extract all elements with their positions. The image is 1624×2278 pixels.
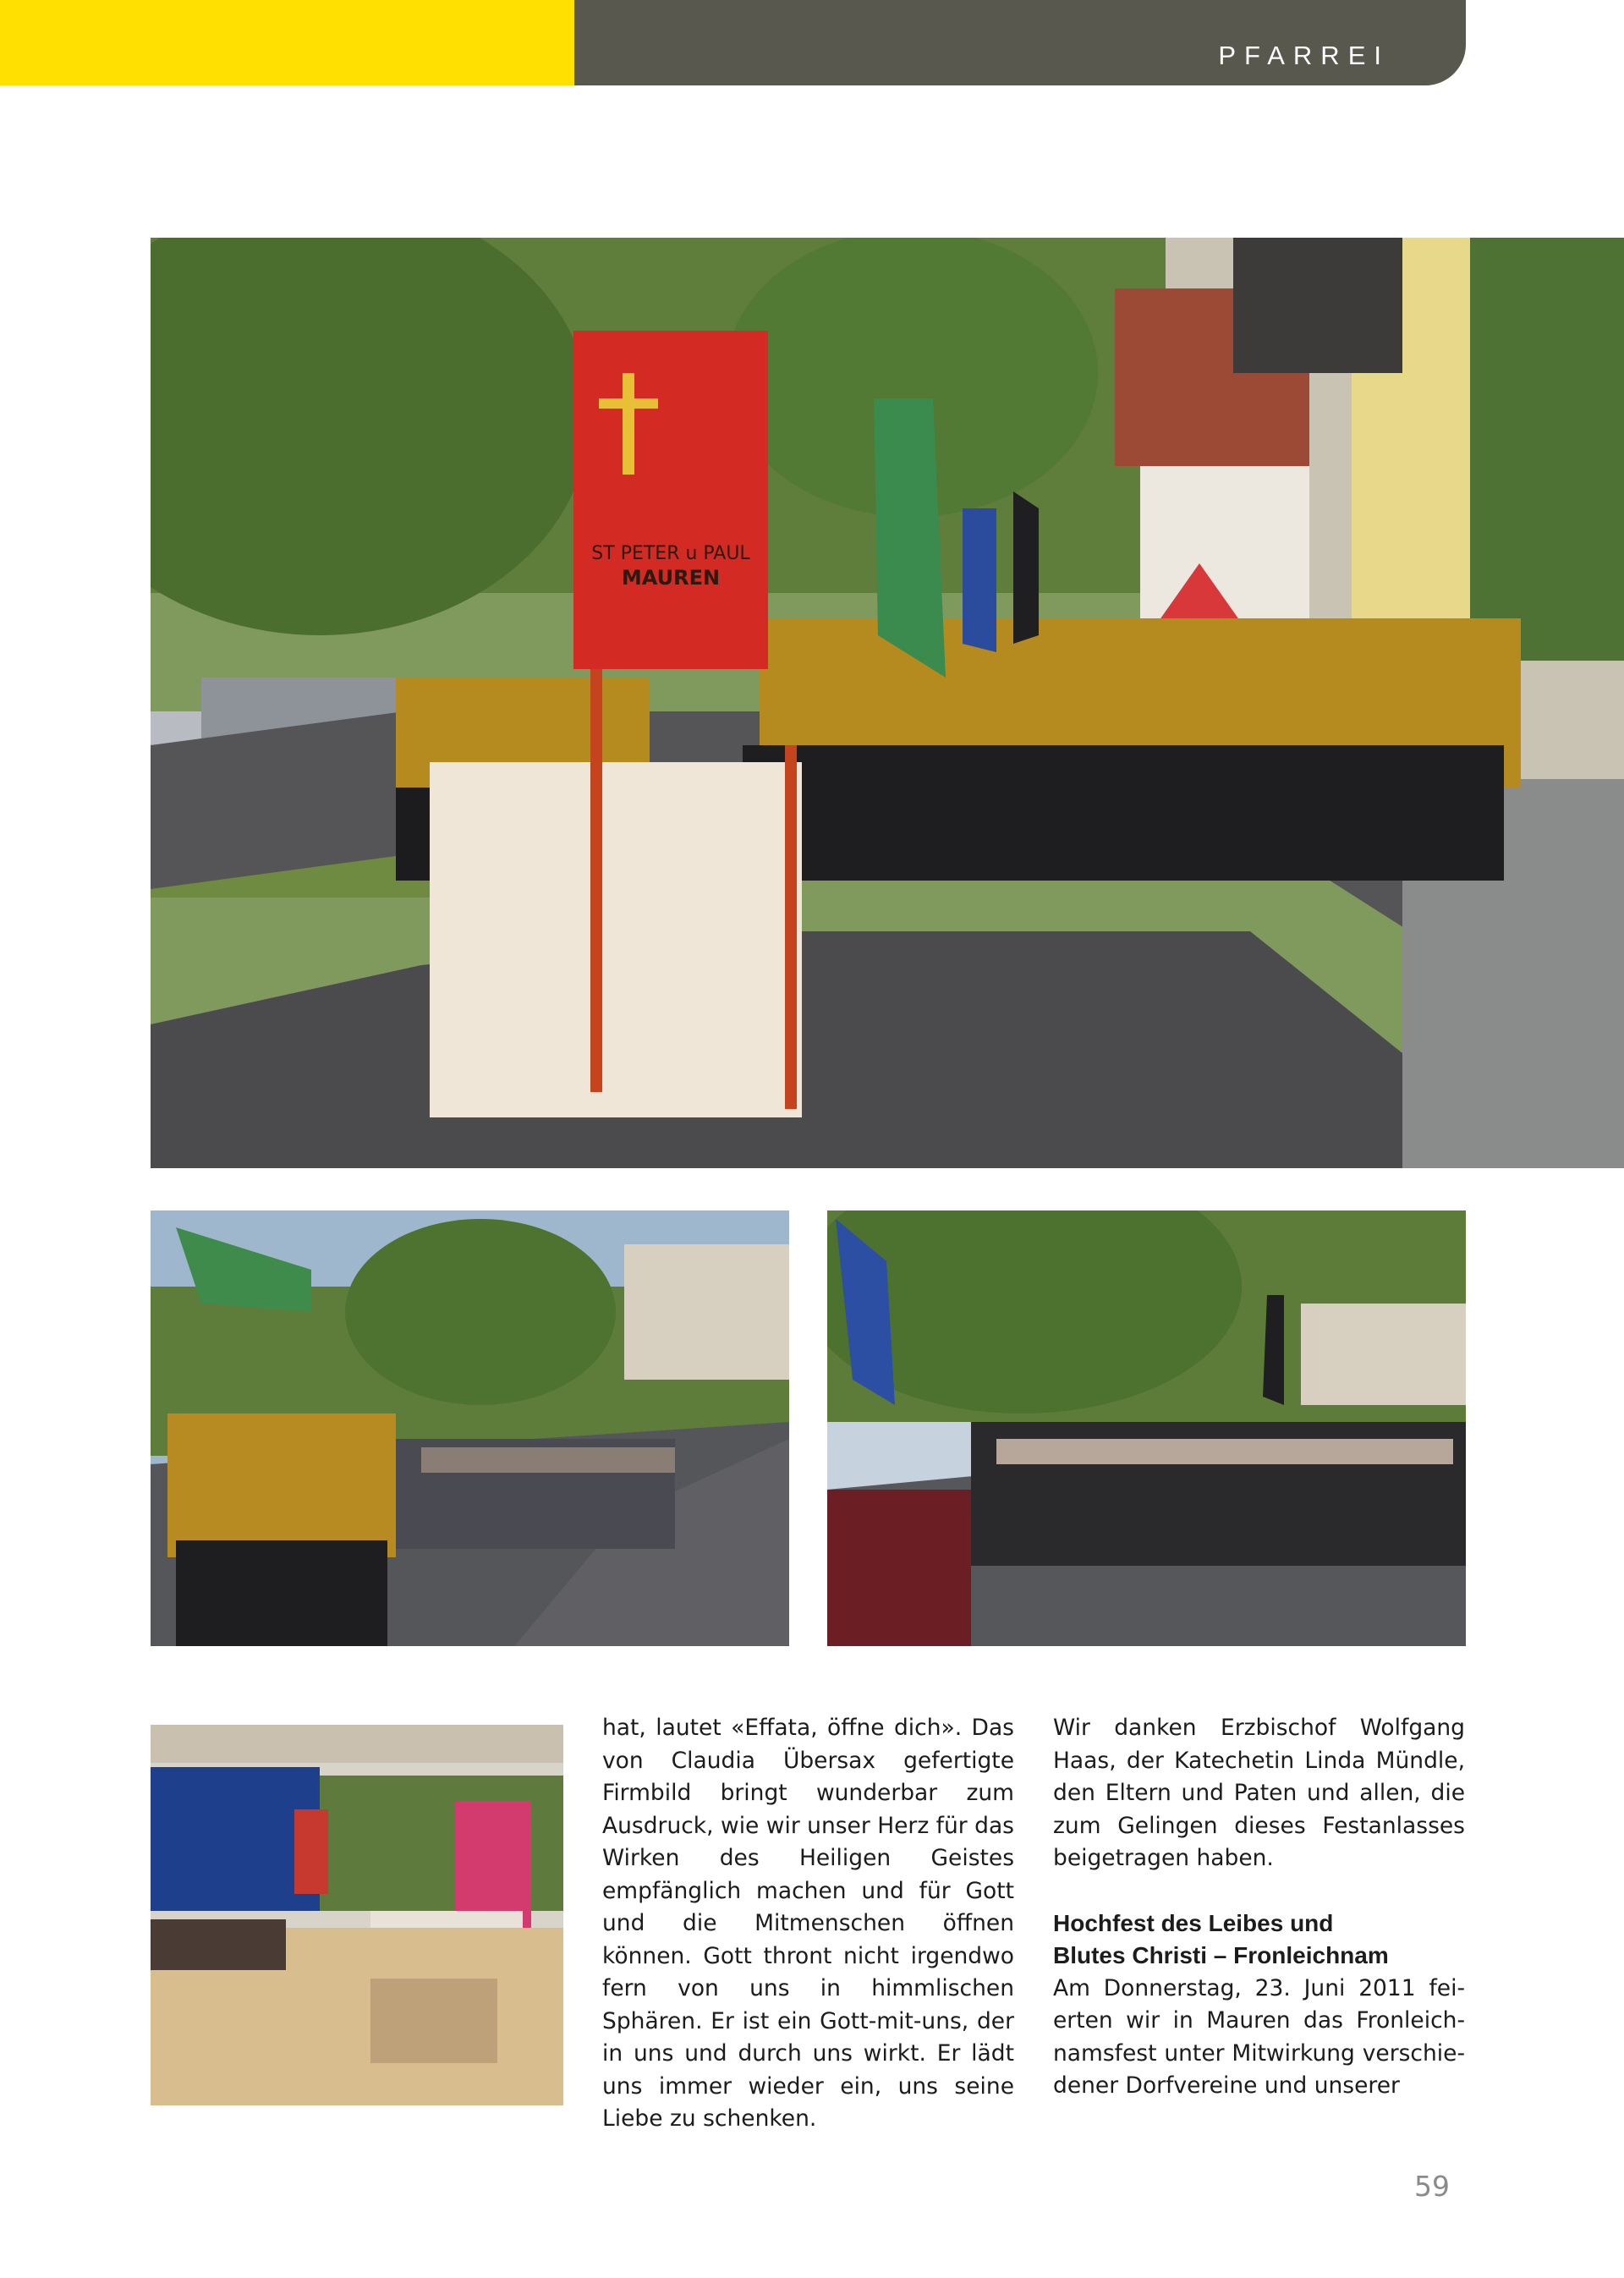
procession-photo-men <box>827 1210 1466 1646</box>
article-paragraph: Wir danken Erzbischof Wolfgang Haas, der Katechetin Linda Mündle, den Eltern und Paten und allen, die zum Gelingen dieses Festanlasses beigetragen haben. <box>1053 1715 1465 1871</box>
subheading-line-2: Blutes Christi – Fronleichnam <box>1053 1942 1389 1968</box>
section-label: PFARREI <box>1218 41 1390 70</box>
procession-photo-band <box>151 1210 789 1646</box>
article-paragraph: hat, lautet «Effata, öffne dich». Das von Claudia Übersax gefertigte Firmbild bringt wunderbar zum Ausdruck, wie wir unser Herz für das Wirken des Heiligen Geistes empfänglich machen und für Gott und die Mitmenschen öffnen können. Gott thront nicht irgendwo fern von uns in himmlischen Sphären. Er ist ein Gott-mit-uns, der in uns und durch uns wirkt. Er lädt uns immer wieder ein, uns seine Liebe zu schenken. <box>602 1715 1014 2132</box>
article-paragraph: Am Donnerstag, 23. Juni 2011 feierten wir in Mauren das Fronleichnamsfest unter Mitwirkung verschiedener Dorfvereine und unserer <box>1053 1974 1465 2099</box>
banner-text-line1: ST PETER u PAUL <box>591 543 750 564</box>
article-subheading <box>1053 1907 1465 1973</box>
article-column-1 <box>602 1712 1014 2136</box>
article-column-2 <box>1053 1712 1465 2103</box>
page-number: 59 <box>1414 2170 1450 2203</box>
section-header-tab <box>574 0 1466 85</box>
church-interior-photo <box>151 1725 563 2105</box>
header-accent-bar <box>0 0 574 85</box>
subheading-line-1: Hochfest des Leibes und <box>1053 1909 1334 1936</box>
banner-text-line2: MAUREN <box>621 566 721 590</box>
procession-photo-main <box>151 238 1624 1168</box>
